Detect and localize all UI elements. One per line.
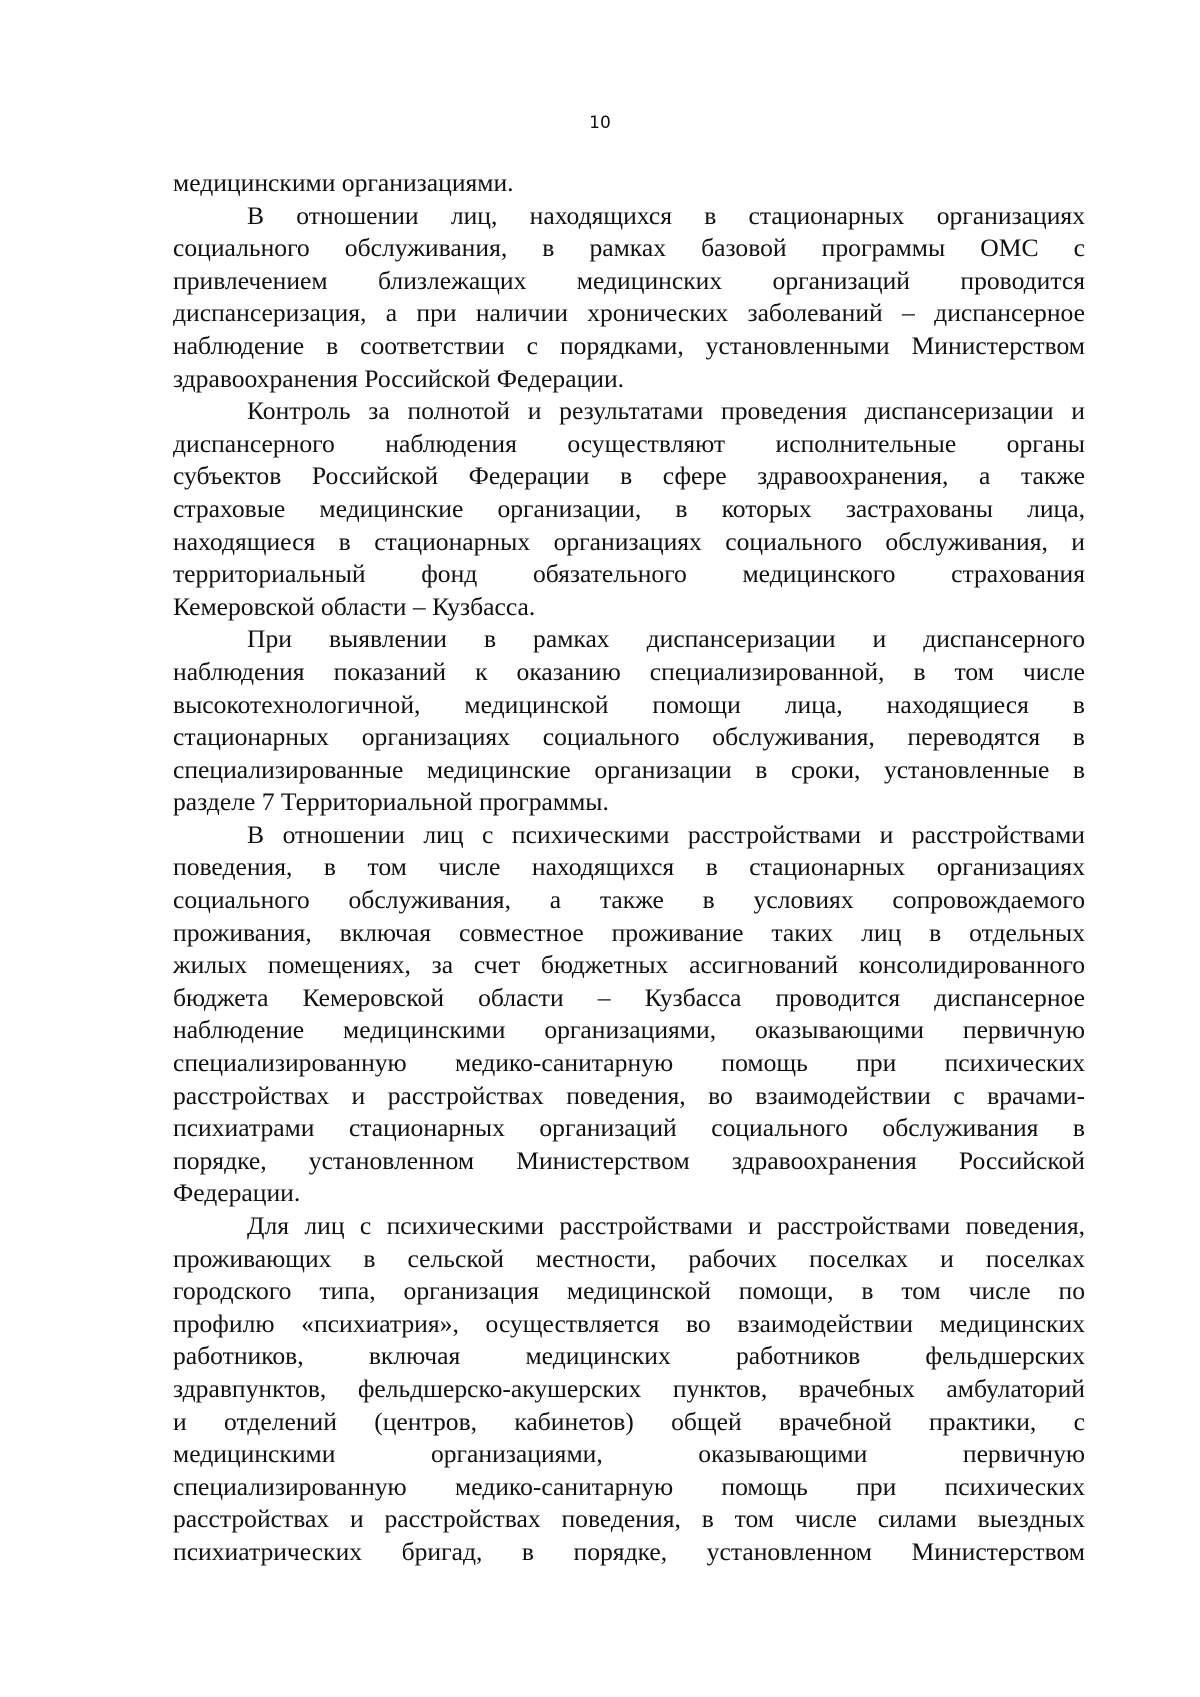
text-line: страховые медицинские организации, в которых застрахованы лица, [173, 493, 1085, 523]
text-line: Федерации. [173, 1178, 301, 1208]
text-line: специализированную медико-санитарную помощь при психических [173, 1471, 1085, 1501]
text-line: расстройствах и расстройствах поведения, в том числе силами выездных [173, 1504, 1085, 1534]
text-line: субъектов Российской Федерации в сфере здравоохранения, а также [173, 461, 1085, 491]
text-line: медицинскими организациями, оказывающими первичную [173, 1439, 1085, 1469]
text-line: диспансеризация, а при наличии хронических заболеваний – диспансерное [173, 298, 1085, 328]
text-line: высокотехнологичной, медицинской помощи лица, находящиеся в [173, 689, 1085, 719]
text-line: наблюдения показаний к оказанию специализированной, в том числе [173, 656, 1085, 686]
text-line: стационарных организациях социального обслуживания, переводятся в [173, 722, 1085, 752]
text-line: привлечением близлежащих медицинских организаций проводится [173, 265, 1085, 295]
text-line: Кемеровской области – Кузбасса. [173, 591, 536, 621]
text-line: поведения, в том числе находящихся в стационарных организациях [173, 852, 1085, 882]
paragraph [173, 1210, 1085, 1569]
text-line: специализированные медицинские организации в сроки, установленные в [173, 754, 1085, 784]
text-line: жилых помещениях, за счет бюджетных ассигнований консолидированного [173, 950, 1085, 980]
text-line: психиатрических бригад, в порядке, установленном Министерством [173, 1536, 1085, 1566]
paragraph [173, 395, 1085, 623]
page-number: 10 [589, 113, 611, 133]
text-line: Контроль за полнотой и результатами проведения диспансеризации и [247, 396, 1085, 426]
text-line: здравпунктов, фельдшерско-акушерских пунктов, врачебных амбулаторий [173, 1373, 1085, 1403]
text-line: и отделений (центров, кабинетов) общей врачебной практики, с [173, 1406, 1085, 1436]
text-line: При выявлении в рамках диспансеризации и диспансерного [247, 624, 1085, 654]
text-line: В отношении лиц, находящихся в стационарных организациях [247, 200, 1085, 230]
paragraph [173, 167, 1085, 200]
text-line: В отношении лиц с психическими расстройствами и расстройствами [247, 819, 1085, 849]
text-line: наблюдение в соответствии с порядками, установленными Министерством [173, 330, 1085, 360]
text-line: диспансерного наблюдения осуществляют исполнительные органы [173, 428, 1085, 458]
text-line: медицинскими организациями. [173, 168, 514, 197]
text-line: разделе 7 Территориальной программы. [173, 787, 609, 817]
text-line: социального обслуживания, а также в условиях сопровождаемого [173, 885, 1085, 915]
text-line: проживания, включая совместное проживание таких лиц в отдельных [173, 917, 1085, 947]
paragraph [173, 623, 1085, 819]
text-line: бюджета Кемеровской области – Кузбасса проводится диспансерное [173, 982, 1085, 1012]
text-line: территориальный фонд обязательного медицинского страхования [173, 559, 1085, 589]
paragraph [173, 200, 1085, 396]
text-line: расстройствах и расстройствах поведения, во взаимодействии с врачами- [173, 1080, 1085, 1110]
text-line: специализированную медико-санитарную помощь при психических [173, 1048, 1085, 1078]
text-line: профилю «психиатрия», осуществляется во взаимодействии медицинских [173, 1308, 1085, 1338]
text-line: находящиеся в стационарных организациях социального обслуживания, и [173, 526, 1085, 556]
text-line: порядке, установленном Министерством здравоохранения Российской [173, 1145, 1085, 1175]
text-line: городского типа, организация медицинской помощи, в том числе по [173, 1276, 1085, 1306]
text-line: работников, включая медицинских работников фельдшерских [173, 1341, 1085, 1371]
paragraph [173, 819, 1085, 1210]
text-line: наблюдение медицинскими организациями, оказывающими первичную [173, 1015, 1085, 1045]
text-line: здравоохранения Российской Федерации. [173, 363, 625, 393]
document-body [173, 167, 1085, 1569]
text-line: Для лиц с психическими расстройствами и расстройствами поведения, [247, 1211, 1085, 1240]
text-line: психиатрами стационарных организаций социального обслуживания в [173, 1113, 1085, 1143]
text-line: проживающих в сельской местности, рабочих поселках и поселках [173, 1243, 1085, 1273]
text-line: социального обслуживания, в рамках базовой программы ОМС с [173, 233, 1085, 263]
